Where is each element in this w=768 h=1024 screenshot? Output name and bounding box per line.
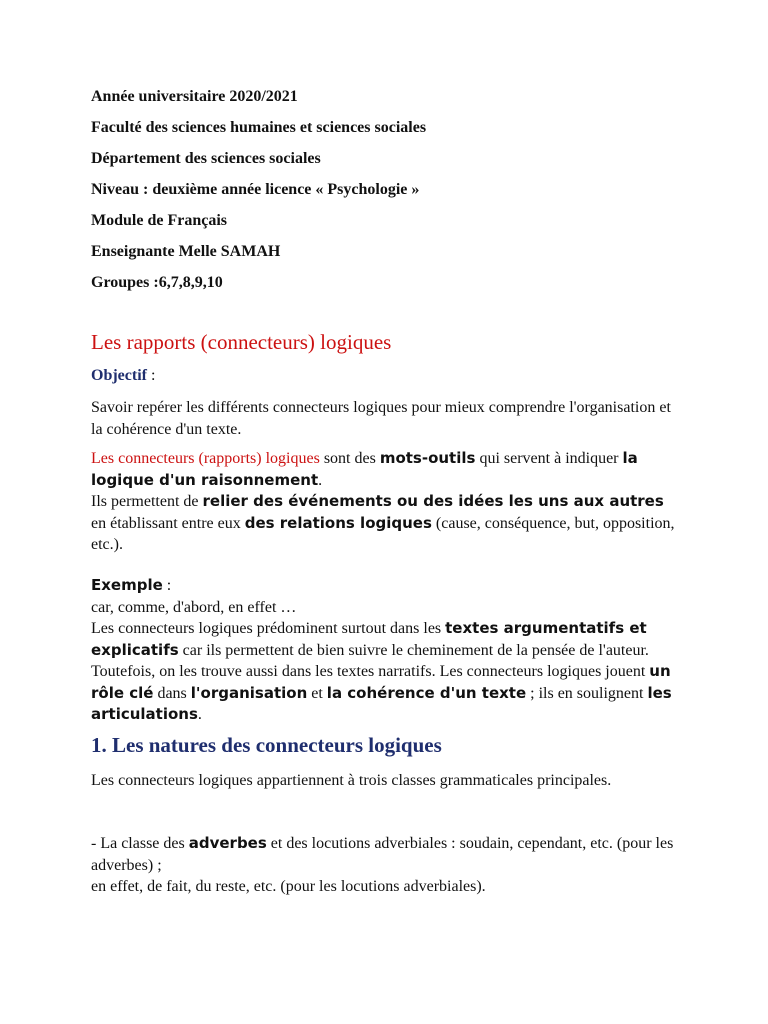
definition-text-g: (cause, conséquence, but, opposition, etc.). [91, 514, 675, 553]
definition-bold-mots-outils: mots-outils [379, 449, 476, 467]
header-faculty: Faculté des sciences humaines et sciences sociales [91, 119, 427, 136]
example-heading [91, 575, 681, 597]
example-bold-coherence: la cohérence d'un texte [326, 683, 527, 702]
objective-colon: : [146, 367, 156, 384]
adverbial-locutions-line: en effet, de fait, du reste, etc. (pour les locutions adverbiales). [91, 878, 486, 895]
example-label: Exemple [91, 576, 163, 594]
example-paragraph [91, 618, 681, 726]
example-colon: : [162, 577, 172, 594]
header-module: Module de Français [91, 212, 227, 229]
adverbs-line [91, 833, 681, 876]
example-block [91, 575, 681, 726]
definition-text-a: sont des [319, 450, 380, 467]
header-department: Département des sciences sociales [91, 150, 321, 167]
objective-heading [91, 366, 155, 386]
section-1-heading: 1. Les natures des connecteurs logiques [91, 733, 442, 757]
definition-text-c: qui servent à indiquer [475, 450, 623, 467]
example-text-1: Les connecteurs logiques prédominent surtout dans les [91, 620, 446, 637]
objective-text: Savoir repérer les différents connecteurs logiques pour mieux comprendre l'organisation et la cohérence d'un texte. [91, 399, 671, 438]
definition-term: Les connecteurs (rapports) logiques [91, 450, 320, 467]
objective-label: Objectif [91, 367, 147, 384]
example-text-5: ; ils en soulignent [526, 684, 648, 702]
document-title: Les rapports (connecteurs) logiques [91, 330, 392, 354]
example-text-6: . [197, 706, 202, 723]
example-text-3: dans [153, 684, 191, 702]
example-bold-textes: textes argumentatifs et explicatifs [91, 619, 647, 659]
header-academic-year: Année universitaire 2020/2021 [91, 88, 298, 105]
definition-bold-relier: relier des événements ou des idées les uns aux autres [202, 492, 664, 510]
section-1-intro: Les connecteurs logiques appartiennent à trois classes grammaticales principales. [91, 772, 612, 789]
header-groups: Groupes :6,7,8,9,10 [91, 274, 223, 291]
adverbs-bold: adverbes [188, 834, 267, 852]
definition-bold-relations: des relations logiques [244, 513, 432, 532]
adverbs-text-a: - La classe des [91, 835, 189, 852]
definition-text-e: Ils permettent de [91, 493, 203, 510]
definition-bold-logique: la logique d'un raisonnement [91, 449, 638, 489]
example-text-4: et [307, 684, 327, 702]
example-items: car, comme, d'abord, en effet … [91, 598, 297, 616]
example-bold-role: un rôle clé [91, 662, 671, 702]
definition-text-d: . [318, 471, 323, 489]
example-bold-organisation: l'organisation [190, 683, 308, 702]
header-teacher: Enseignante Melle SAMAH [91, 243, 281, 260]
definition-paragraph [91, 448, 681, 556]
definition-line-2 [91, 491, 681, 556]
example-text-2: car ils permettent de bien suivre le cheminement de la pensée de l'auteur. Toutefois, on les trouve aussi dans les textes narratifs. Les connecteurs logiques jouent [91, 641, 650, 680]
example-bold-articulations: les articulations [91, 683, 672, 723]
section-1-adverbs [91, 833, 681, 898]
adverbs-text-c: et des locutions adverbiales : soudain, cependant, etc. (pour les adverbes) ; [91, 835, 674, 874]
definition-line-1 [91, 448, 681, 491]
definition-text-f: en établissant entre eux [91, 514, 245, 532]
header-level: Niveau : deuxième année licence « Psychologie » [91, 181, 420, 198]
